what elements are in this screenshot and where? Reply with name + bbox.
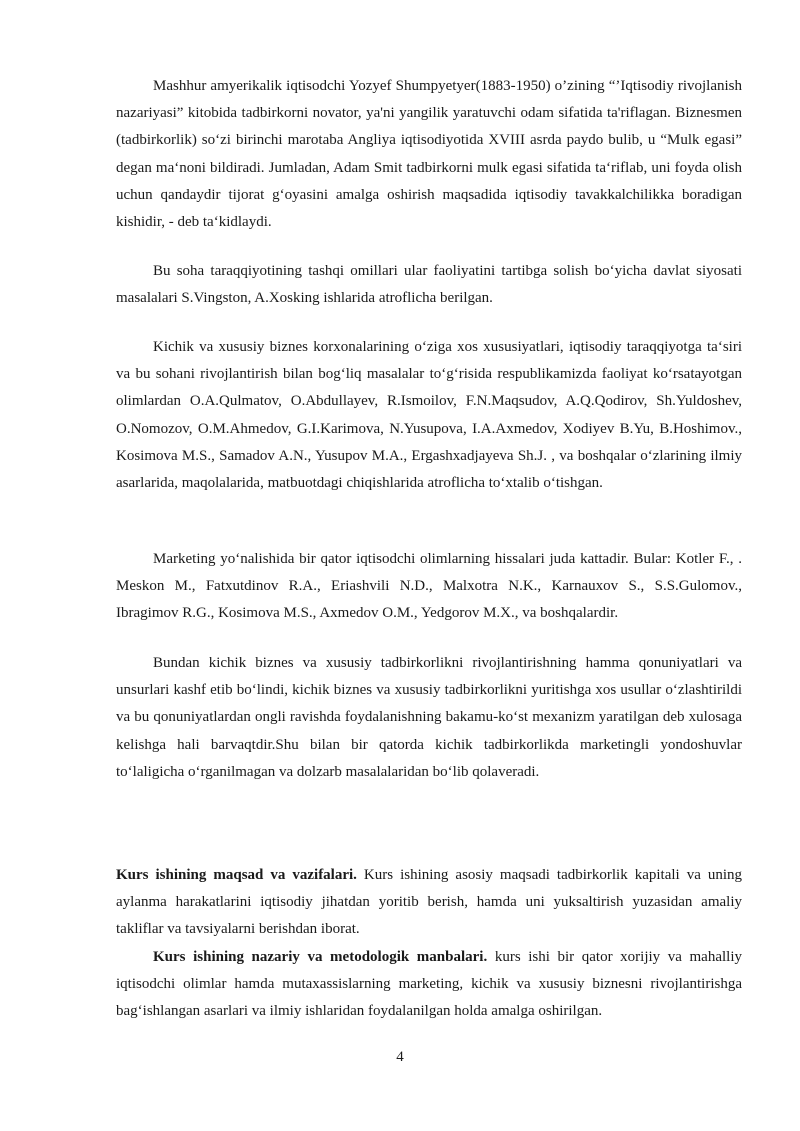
page-number: 4 <box>396 1049 404 1065</box>
sources-heading: Kurs ishining nazariy va metodologik manbalari. <box>153 949 488 965</box>
paragraph-local-scholars: Kichik va xususiy biznes korxonalarining o‘ziga xos xususiyatlari, iqtisodiy taraqqiyotga ta‘siri va bu sohani rivojlantirish bilan bog‘liq masalalar to‘g‘risida respublikamizda faoliyat ko‘rsatayotgan olimlardan O.A.Qulmatov, O.Abdullayev, R.Ismoilov, F.N.Maqsudov, A.Q.Qodirov, Sh.Yuldoshev, O.Nomozov, O.M.Ahmedov, G.I.Karimova, N.Yusupova, I.A.Axmedov, Xodiyev B.Yu, B.Hoshimov., Kosimova M.S., Samadov A.N., Yusupov M.A., Ergashxadjayeva Sh.J. , va boshqalar o‘zlarining ilmiy asarlarida, maqolalarida, matbuotdagi chiqishlarida atroflicha to‘xtalib o‘tishgan. <box>116 339 742 492</box>
sources-text: kurs ishi bir qator xorijiy va mahalliy iqtisodchi olimlar hamda mutaxassislarning marketing, kichik va xususiy biznesni rivojlantirishga bag‘ishlangan asarlari va ilmiy ishlaridan foydalanilgan holda amalga oshirilgan. <box>116 949 742 1020</box>
paragraph-shumpeter: Mashhur amyerikalik iqtisodchi Yozyef Shumpyetyer(1883-1950) o’zining “’Iqtisodiy rivojlanish nazariyasi” kitobida tadbirkorni novator, ya'ni yangilik yaratuvchi odam sifatida ta'riflagan. Biznesmen (tadbirkorlik) so‘zi birinchi marotaba Angliya iqtisodiyotida XVIII asrda paydo bulib, u “Mulk egasi” degan ma‘noni bildiradi. Jumladan, Adam Smit tadbirkorni mulk egasi sifatida ta‘riflab, uni foyda olish uchun qandaydir tijorat g‘oyasini amalga oshirish maqsadida iqtisodiy tavakkalchilikka boradigan kishidir, - deb ta‘kidlaydi. <box>116 78 742 231</box>
paragraph-sources <box>116 944 742 1026</box>
paragraph-conclusion: Bundan kichik biznes va xususiy tadbirkorlikni rivojlantirishning hamma qonuniyatlari va unsurlari kashf etib bo‘lindi, kichik biznes va xususiy tadbirkorlikni yuritishga xos usullar o‘zlashtirildi va bu qonuniyatlardan ongli ravishda foydalanishning bakamu-ko‘st mexanizm yaratilgan deb xulosaga kelishga hali barvaqtdir.Shu bilan bir qatorda kichik tadbirkorlikda marketingli yondoshuvlar to‘laligicha o‘rganilmagan va dolzarb masalalaridan bo‘lib qolaveradi. <box>116 655 742 780</box>
paragraph-goals <box>116 862 742 944</box>
paragraph-external-factors: Bu soha taraqqiyotining tashqi omillari ular faoliyatini tartibga solish bo‘yicha davlat siyosati masalalari S.Vingston, A.Xosking ishlarida atroflicha berilgan. <box>116 263 742 307</box>
goals-heading: Kurs ishining maqsad va vazifalari. <box>116 867 357 883</box>
goals-text: Kurs ishining asosiy maqsadi tadbirkorlik kapitali va uning aylanma harakatlarini iqtisodiy jihatdan yoritib berish, hamda uni yuksaltirish yuzasidan amaliy takliflar va tavsiyalarni berishdan iborat. <box>116 867 743 938</box>
paragraph-marketing-scholars: Marketing yo‘nalishida bir qator iqtisodchi olimlarning hissalari juda kattadir. Bular: Kotler F., . Meskon M., Fatxutdinov R.A., Eriashvili N.D., Malxotra N.K., Karnauxov S., S.S.Gulomov., Ibragimov R.G., Kosimova M.S., Axmedov O.M., Yedgorov M.X., va boshqalardir. <box>116 551 742 622</box>
